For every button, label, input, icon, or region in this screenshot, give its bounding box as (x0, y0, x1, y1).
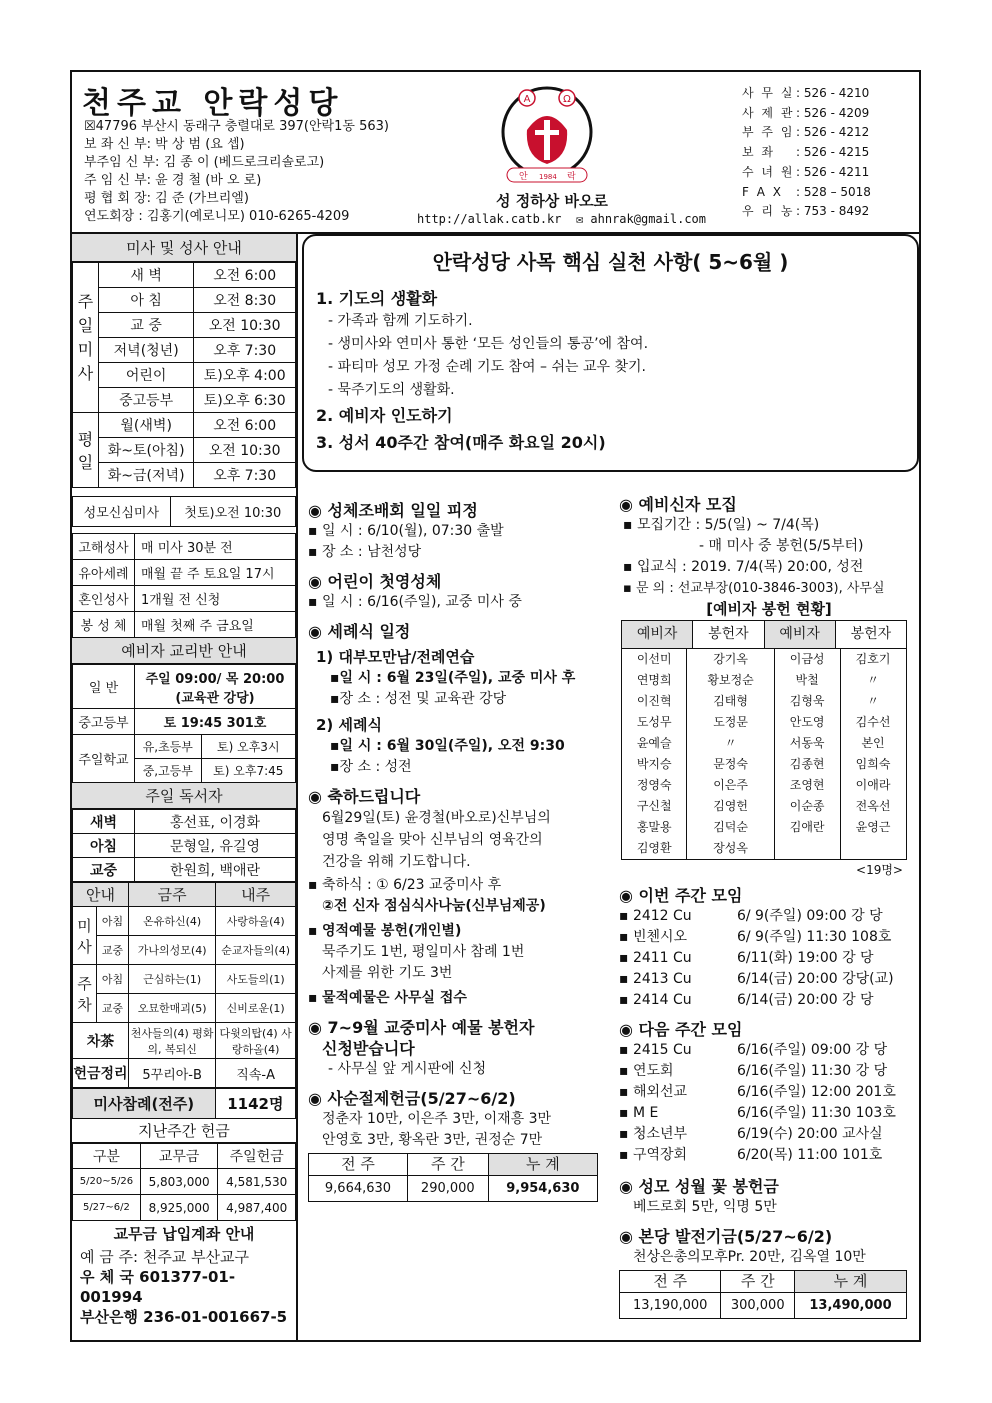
offering-heading: 지난주간 헌금 (72, 1119, 296, 1143)
account-info: 예 금 주: 천주교 부산교구 우 체 국 601377-01-001994 부산은행 236-01-001667-5 (80, 1248, 288, 1326)
weekday-label: 평 일 (73, 413, 99, 488)
logo-alpha: A (523, 94, 531, 105)
contact-web[interactable]: http://allak.catb.kr ✉ ahnrak@gmail.com (417, 212, 706, 226)
logo-omega: Ω (563, 94, 571, 105)
offering-table: 구분 교무금 주일헌금 5/20~5/26 5,803,000 4,581,530 5/27~6/2 8,925,000 4,987,400 (72, 1143, 296, 1221)
patron-saint: 성 정하상 바오로 (496, 192, 608, 210)
pastoral-notice: 안락성당 사목 핵심 실천 사항( 5~6월 ) 1. 기도의 생활화 - 가족과 함께 기도하기. - 생미사와 연미사 통한 ‘모든 성인들의 통공’에 참여. - 파티마 성모 가정 순례 기도 참여 – 쉬는 교우 찾기. - 묵주기도의 생활화. 2. 예비자 인도하기 3. 성서 40주간 참여(매주 화요일 20시) (302, 234, 919, 472)
next-week-meetings: ▪ 2415 Cu 6/16(주일) 09:00 강 당 ▪ 연도회 6/16(주일) 11:30 강 당 ▪ 해외선교 6/16(주일) 12:00 201호 ▪ M E 6/16(주일) 11:30 103호 ▪ 청소년부 6/19(수) 20:00 교사실 ▪ 구역장회 6/20(목) 11:00 101호 (619, 1042, 896, 1163)
lent-offering-table: 전 주 주 간 누 계 9,664,630 290,000 9,954,630 (308, 1153, 598, 1202)
parish-logo-icon (497, 82, 597, 190)
logo-year: 1984 (539, 173, 557, 181)
left-column (72, 234, 298, 1342)
donor-rows: 이선미 강기옥 이금성 김호기 연명희 황보정순 박철 〃 이진혁 김태형 김형욱 〃 도성무 도정문 안도영 김수선 윤예슬 〃 서동욱 본인 박지승 문정숙 김종현 임희숙 정영숙 이은주 조영현 이애라 구신철 김영헌 이순종 전옥선 홍말용 김덕순 김애란 윤영근 김영환 장성옥 (622, 649, 907, 860)
duty-parking-label: 주 차 (73, 965, 97, 1023)
catechumen-heading: 예비자 교리반 안내 (72, 638, 296, 664)
sunday-mass-table: 주 일 미 사 새 벽 오전 6:00 아 침 오전 8:30 교 중 오전 10:30 저녁(청년) 오후 7:30 어린이 토)오후 4:00 중고등부 토)오후 6:30 평 일 월(새벽) 오전 6:00 화~토(아침) 오전 10:30 화~금(저녁) 오후 7:30 (72, 262, 296, 488)
this-week-meetings: ▪ 2412 Cu 6/ 9(주일) 09:00 강 당 ▪ 빈첸시오 6/ 9(주일) 11:30 108호 ▪ 2411 Cu 6/11(화) 19:00 강 당 ▪ 2413 Cu 6/14(금) 20:00 강당(교) ▪ 2414 Cu 6/14(금) 20:00 강 당 (619, 908, 894, 1008)
mass-heading: 미사 및 성사 안내 (72, 234, 296, 262)
bulletin-page (70, 70, 921, 1342)
clergy-info: ☒47796 부산시 동래구 충렬대로 397(안락1동 563) 보 좌 신 부: 박 상 범 (요 셉) 부주임 신 부: 김 종 이 (베드로크리솔로고) 주 임 신 부: 윤 경 철 (바 오 로) 평 협 회 장: 김 준 (가브리엘) 연도회장 : 김홍기(예로니모) 010-6265-4209 (84, 119, 389, 224)
middle-column: ◉ 성체조배회 일일 피정 ▪ 일 시 : 6/10(월), 07:30 출발 ▪ 장 소 : 남천성당 ◉ 어린이 첫영성체 ▪ 일 시 : 6/16(주일), 교중 미사 중 ◉ 세례식 일정 1) 대부모만남/전례연습 ▪일 시 : 6월 23일(주일), 교중 미사 후 ▪장 소 : 성전 및 교육관 강당 2) 세례식 ▪일 시 : 6월 30일(주일), 오전 9:30 ▪장 소 : 성전 ◉ 축하드립니다 6월29일(토) 윤경철(바오로)신부님의 영명 축일을 맞아 신부님의 영육간의 건강을 위해 기도합니다. ▪ 축하식 : ① 6/23 교중미사 후 ②전 신자 점심식사나눔(신부님제공) ▪ 영적예물 봉헌(개인별) 묵주기도 1번, 평일미사 참례 1번 사제를 위한 기도 3번 ▪ 물적예물은 사무실 접수 ◉ 7~9월 교중미사 예물 봉헌자 신청받습니다 - 사무실 앞 게시판에 신청 ◉ 사순절제헌금(5/27~6/2) 정춘자 10만, 이은주 3만, 이재흥 3만 안영호 3만, 황옥란 3만, 권정순 7만 전 주 주 간 누 계 9,664,630 290,000 9,954,630 (308, 500, 608, 1202)
duty-table: 안내 금주 내주 미 사 아침 온유하신(4) 사랑하올(4) 교중 가나의성모(4) 순교자들의(4) 주 차 아침 근심하는(1) 사도들의(1) 교중 오묘한매괴(5) 신비로운(1) 차茶 천사들의(4) 평화의, 복되신 다윗의탑(4) 사랑하올(4) 헌금정리 5꾸리아-B 직속-A (72, 882, 296, 1088)
logo-left: 안 (519, 172, 528, 182)
sunday-label: 주 일 미 사 (73, 263, 99, 413)
logo-right: 락 (567, 172, 576, 182)
sacraments-table: 고해성사 매 미사 30분 전 유아세례 매월 끝 주 토요일 17시 혼인성사 1개월 전 신청 봉 성 체 매월 첫째 주 금요일 (72, 533, 296, 638)
account-heading: 교무금 납입계좌 안내 (113, 1225, 255, 1243)
attendance: 미사참례(전주) 1142명 (72, 1088, 296, 1119)
readers-heading: 주일 독서자 (72, 783, 296, 809)
duty-mass-label: 미 사 (73, 907, 97, 965)
development-fund-table: 전 주 주 간 누 계 13,190,000 300,000 13,490,000 (619, 1270, 907, 1319)
catechumen-table: 일 반 주일 09:00/ 목 20:00 (교육관 강당) 중고등부 토 19:45 301호 주일학교 유,초등부 토) 오후3시 중,고등부 토) 오후7:45 (72, 664, 296, 783)
notice-title: 안락성당 사목 핵심 실천 사항( 5~6월 ) (432, 250, 789, 274)
readers-table: 새벽 홍선표, 이경화 아침 문형일, 유길영 교중 한원희, 백애란 (72, 809, 296, 882)
parish-title: 천주교 안락성당 (82, 86, 344, 121)
right-column: ◉ 예비신자 모집 ▪ 모집기간 : 5/5(일) ~ 7/4(목) - 매 미사 중 봉헌(5/5부터) ▪ 입교식 : 2019. 7/4(목) 20:00, 성전 ▪ 문 의 : 선교부장(010-3846-3003), 사무실 [예비자 봉헌 현황] 예비자 봉헌자 예비자 봉헌자 이선미 강기옥 이금성 김호기 연명희 황보정순 박철 〃 이진혁 김태형 김형욱 〃 도성무 도정문 안도영 김수선 윤예슬 〃 서동욱 본인 박지승 문정숙 김종현 임희숙 정영숙 이은주 조영현 이애라 구신철 김영헌 이순종 전옥선 홍말용 김덕순 김애란 윤영근 김영환 장성옥 <19명> ◉ 이번 주간 모임 ▪ 2412 Cu 6/ 9(주일) 09:00 강 당 ▪ 빈첸시오 6/ 9(주일) 11:30 108호 ▪ 2411 Cu 6/11(화) 19:00 강 당 ▪ 2413 Cu 6/14(금) 20:00 강당(교) ▪ 2414 Cu 6/14(금) 20:00 강 당 ◉ 다음 주간 모임 ▪ 2415 Cu 6/16(주일) 09:00 강 당 ▪ 연도회 6/16(주일) 11:30 강 당 ▪ 해외선교 6/16(주일) 12:00 201호 ▪ M E 6/16(주일) 11:30 103호 ▪ 청소년부 6/19(수) 20:00 교사실 ▪ 구역장회 6/20(목) 11:00 101호 ◉ 성모 성월 꽃 봉헌금 베드로회 5만, 익명 5만 ◉ 본당 발전기금(5/27~6/2) 천상은총의모후Pr. 20만, 김옥열 10만 전 주 주 간 누 계 13,190,000 300,000 13,490,000 (619, 494, 919, 1319)
catechumen-donor-table: 예비자 봉헌자 예비자 봉헌자 이선미 강기옥 이금성 김호기 연명희 황보정순 박철 〃 이진혁 김태형 김형욱 〃 도성무 도정문 안도영 김수선 윤예슬 〃 서동욱 본인 박지승 문정숙 김종현 임희숙 정영숙 이은주 조영현 이애라 구신철 김영헌 이순종 전옥선 홍말용 김덕순 김애란 윤영근 김영환 장성옥 (621, 620, 907, 860)
header (72, 72, 919, 234)
marian-mass: 성모신심미사 첫토)오전 10:30 (72, 496, 296, 527)
phone-list: 사 무 실 : 526 - 4210 사 제 관 : 526 - 4209 부 주 임 : 526 - 4212 보 좌 : 526 - 4215 수 녀 원 : 526 - 4211 F A X : 528 – 5018 우 리 농 : 753 - 8492 (742, 86, 871, 219)
